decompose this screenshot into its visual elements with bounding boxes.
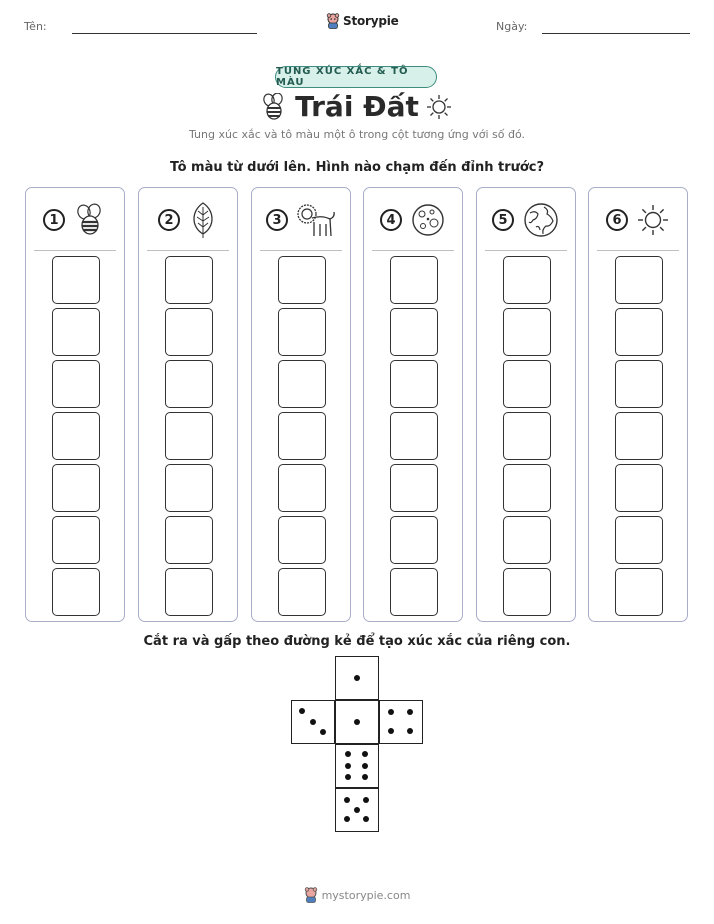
column-header: [252, 200, 350, 240]
color-cell[interactable]: [615, 308, 663, 356]
color-cell[interactable]: [165, 360, 213, 408]
column-number: 5: [492, 209, 514, 231]
date-label: Ngày:: [496, 20, 528, 33]
color-cell[interactable]: [615, 464, 663, 512]
column-divider: [597, 250, 679, 251]
dice-pip: [388, 728, 394, 734]
dice-pip: [407, 728, 413, 734]
color-cell[interactable]: [52, 256, 100, 304]
color-cell[interactable]: [503, 308, 551, 356]
color-cell[interactable]: [503, 412, 551, 460]
page-subtitle: Tung xúc xắc và tô màu một ô trong cột tương ứng với số đó.: [189, 128, 525, 141]
dice-pip: [299, 708, 305, 714]
color-cell[interactable]: [390, 256, 438, 304]
color-cell[interactable]: [278, 308, 326, 356]
dice-pip: [344, 816, 350, 822]
dice-column-6: [588, 187, 688, 622]
color-cell[interactable]: [52, 360, 100, 408]
activity-badge: TUNG XÚC XẮC & TÔ MÀU: [275, 66, 437, 88]
dice-face-4: [379, 700, 423, 744]
column-number: 1: [43, 209, 65, 231]
color-cell[interactable]: [165, 308, 213, 356]
game-instruction: Tô màu từ dưới lên. Hình nào chạm đến đỉnh trước?: [169, 160, 545, 175]
color-cell[interactable]: [278, 412, 326, 460]
color-cell[interactable]: [52, 568, 100, 616]
column-divider: [34, 250, 116, 251]
column-number: 3: [266, 209, 288, 231]
leaf-icon: [188, 201, 218, 239]
dice-pip: [362, 774, 368, 780]
footer-url[interactable]: mystorypie.com: [321, 888, 411, 902]
cut-instruction: Cắt ra và gấp theo đường kẻ để tạo xúc xắc của riêng con.: [143, 634, 571, 649]
color-cell[interactable]: [390, 412, 438, 460]
column-header: [26, 200, 124, 240]
color-cell[interactable]: [52, 412, 100, 460]
dice-column-3: [251, 187, 351, 622]
moon-icon: [410, 202, 446, 238]
dice-pip: [354, 719, 360, 725]
mascot-icon: [326, 13, 340, 29]
color-cell[interactable]: [503, 256, 551, 304]
column-divider: [372, 250, 454, 251]
color-cell[interactable]: [165, 516, 213, 564]
color-cell[interactable]: [165, 568, 213, 616]
footer: [0, 887, 714, 903]
column-header: [589, 200, 687, 240]
color-cell[interactable]: [165, 464, 213, 512]
dice-column-1: [25, 187, 125, 622]
color-cell[interactable]: [278, 568, 326, 616]
color-cell[interactable]: [503, 464, 551, 512]
column-number: 4: [380, 209, 402, 231]
brand-logo: [326, 13, 399, 29]
dice-column-2: [138, 187, 238, 622]
column-header: [364, 200, 462, 240]
dice-pip: [345, 774, 351, 780]
color-cell[interactable]: [278, 516, 326, 564]
dice-column-4: [363, 187, 463, 622]
dice-face-3: [291, 700, 335, 744]
color-cell[interactable]: [390, 516, 438, 564]
column-header: [477, 200, 575, 240]
dice-pip: [354, 807, 360, 813]
color-cell[interactable]: [390, 308, 438, 356]
lion-icon: [296, 202, 336, 238]
color-cell[interactable]: [615, 360, 663, 408]
dice-pip: [345, 751, 351, 757]
dice-pip: [407, 709, 413, 715]
dice-pip: [388, 709, 394, 715]
column-number: 2: [158, 209, 180, 231]
sun-icon: [636, 203, 670, 237]
color-cell[interactable]: [52, 516, 100, 564]
color-cell[interactable]: [278, 360, 326, 408]
dice-face-5: [335, 788, 379, 832]
color-cell[interactable]: [278, 256, 326, 304]
color-cell[interactable]: [165, 412, 213, 460]
name-label: Tên:: [24, 20, 47, 33]
dice-pip: [320, 729, 326, 735]
color-cell[interactable]: [52, 464, 100, 512]
color-cell[interactable]: [615, 568, 663, 616]
mascot-icon: [304, 887, 318, 903]
color-cell[interactable]: [615, 516, 663, 564]
sun-icon: [426, 94, 452, 120]
bee-icon: [73, 203, 107, 237]
color-cell[interactable]: [503, 516, 551, 564]
dice-pip: [362, 763, 368, 769]
color-cell[interactable]: [503, 568, 551, 616]
dice-column-5: [476, 187, 576, 622]
dice-face-1: [335, 656, 379, 700]
dice-pip: [344, 797, 350, 803]
brand-name: Storypie: [343, 14, 399, 28]
dice-pip: [362, 751, 368, 757]
column-divider: [260, 250, 342, 251]
color-cell[interactable]: [278, 464, 326, 512]
color-cell[interactable]: [390, 464, 438, 512]
dice-pip: [310, 719, 316, 725]
color-cell[interactable]: [615, 256, 663, 304]
earth-icon: [522, 201, 560, 239]
dice-pip: [363, 816, 369, 822]
dice-pip: [345, 763, 351, 769]
column-divider: [147, 250, 229, 251]
name-line[interactable]: [72, 33, 257, 34]
column-header: [139, 200, 237, 240]
color-cell[interactable]: [390, 568, 438, 616]
dice-pip: [354, 675, 360, 681]
dice-pip: [363, 797, 369, 803]
color-cell[interactable]: [503, 360, 551, 408]
dice-face-6: [335, 744, 379, 788]
color-cell[interactable]: [615, 412, 663, 460]
page-title: Trái Đất: [295, 90, 419, 123]
color-cell[interactable]: [390, 360, 438, 408]
date-line[interactable]: [542, 33, 690, 34]
column-number: 6: [606, 209, 628, 231]
color-cell[interactable]: [165, 256, 213, 304]
column-divider: [485, 250, 567, 251]
color-cell[interactable]: [52, 308, 100, 356]
dice-face-1: [335, 700, 379, 744]
